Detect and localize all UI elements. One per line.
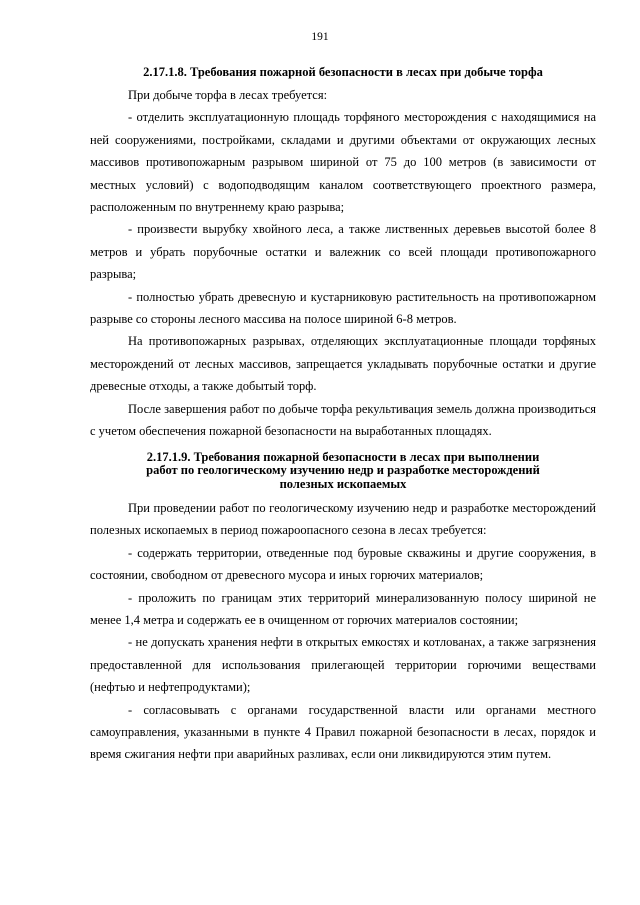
paragraph: - полностью убрать древесную и кустарниковую растительность на противопожарном разрыве со стороны лесного массива на полосе шириной 6-8 метров. (90, 289, 596, 327)
paragraph: - содержать территории, отведенные под буровые скважины и другие сооружения, в состоянии, свободном от древесного мусора и иных горючих материалов; (90, 545, 596, 583)
paragraph: - проложить по границам этих территорий минерализованную полосу шириной не менее 1,4 метра и содержать ее в очищенном от горючих материалов состоянии; (90, 590, 596, 628)
paragraph: На противопожарных разрывах, отделяющих эксплуатационные площади торфяных месторождений от лесных массивов, запрещается укладывать порубочные остатки и другие древесные отходы, а также добытый торф. (90, 334, 596, 394)
section-heading-line: 2.17.1.9. Требования пожарной безопасности в лесах при выполнении (146, 449, 540, 464)
paragraph: При добыче торфа в лесах требуется: (128, 88, 328, 102)
section-heading: 2.17.1.8. Требования пожарной безопасности в лесах при добыче торфа (143, 65, 543, 79)
section-heading-line: полезных ископаемых (279, 476, 407, 491)
paragraph: - отделить эксплуатационную площадь торфяного месторождения с находящимися на ней сооружениями, постройками, складами и другими объектами от окружающих лесных массивов противопожарным разрывом шириной от 75 до 100 метров (в зависимости от местных условий) с водоподводящим каналом соответствующего проектного размера, расположенным по внутреннему краю разрыва; (90, 110, 596, 215)
section-peat-extraction (90, 60, 596, 443)
paragraph: - согласовывать с органами государственной власти или органами местного самоуправления, указанными в пункте 4 Правил пожарной безопасности в лесах, порядок и время сжигания нефти при аварийных разливах, если они ликвидируются этим путем. (90, 702, 596, 762)
paragraph: - произвести вырубку хвойного леса, а также лиственных деревьев высотой более 8 метров и убрать порубочные остатки и валежник со всей площади противопожарного разрыва; (90, 222, 596, 282)
paragraph: - не допускать хранения нефти в открытых емкостях и котлованах, а также загрязнения предоставленной для использования прилегающей территории горючими веществами (нефтью и нефтепродуктами); (90, 635, 596, 695)
page-number: 191 (311, 31, 329, 43)
paragraph: После завершения работ по добыче торфа рекультивация земель должна производиться с учетом обеспечения пожарной безопасности на выработанных площадях. (90, 401, 596, 439)
page-content (90, 60, 596, 766)
paragraph: При проведении работ по геологическому изучению недр и разработке месторождений полезных ископаемых в период пожароопасного сезона в лесах требуется: (90, 501, 596, 538)
section-heading-line: работ по геологическому изучению недр и разработке месторождений (146, 463, 540, 477)
section-geological-works (90, 451, 596, 766)
section-heading (90, 451, 596, 492)
